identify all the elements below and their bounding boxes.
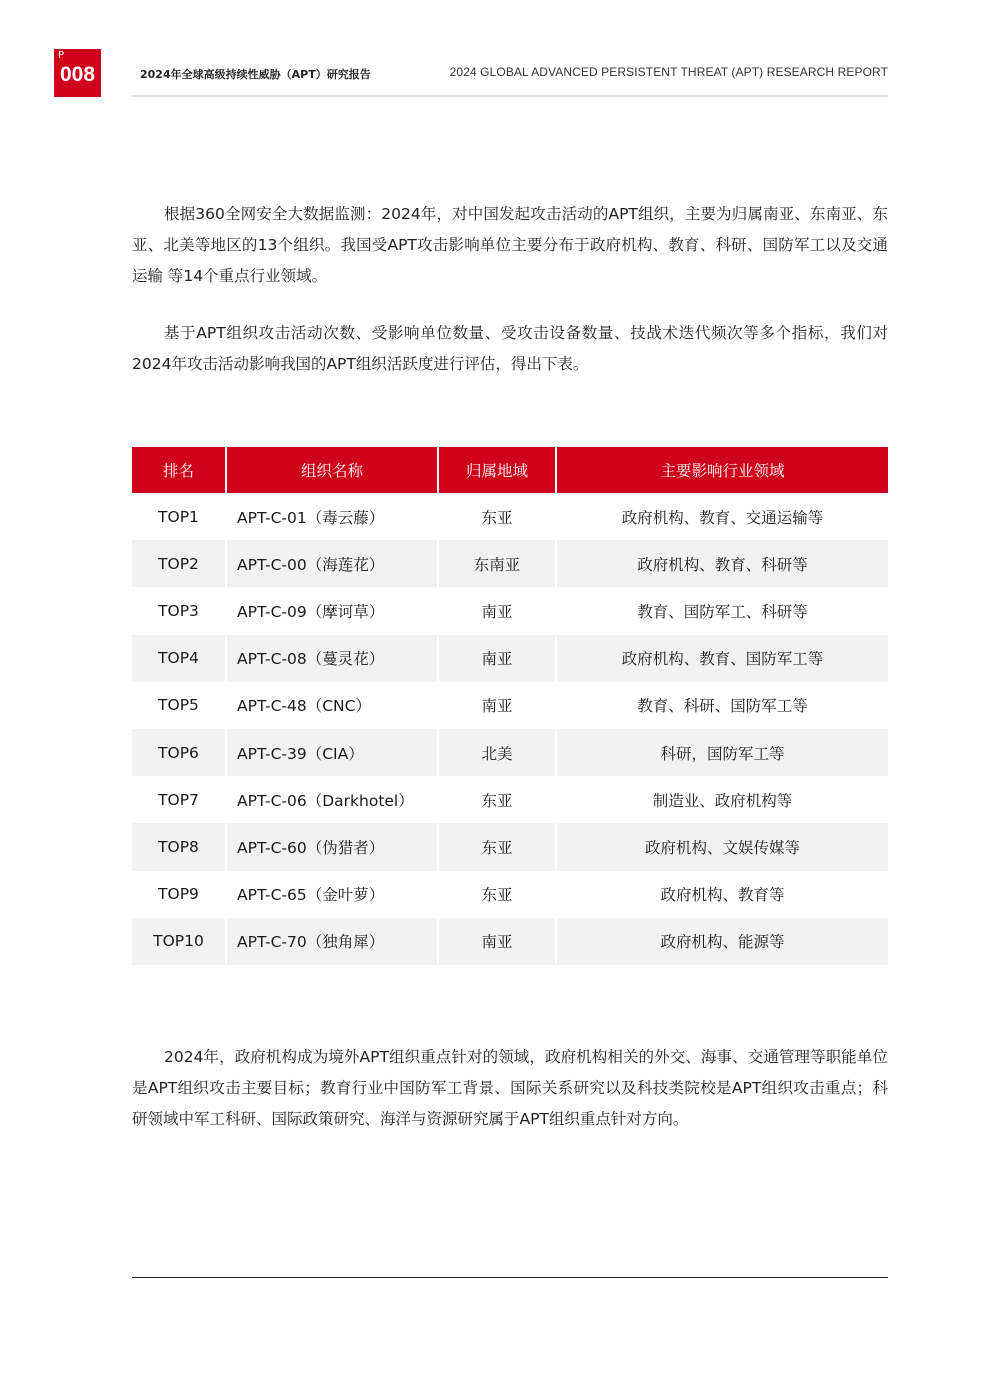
region-cell: 东亚 <box>438 871 556 918</box>
region-cell: 东亚 <box>438 823 556 870</box>
org-cell: APT-C-65（金叶萝） <box>226 871 438 918</box>
industry-cell: 科研，国防军工等 <box>556 729 888 776</box>
org-cell: APT-C-06（Darkhotel） <box>226 776 438 823</box>
industry-cell: 政府机构、教育、科研等 <box>556 540 888 587</box>
header-region: 归属地域 <box>438 447 556 493</box>
region-cell: 南亚 <box>438 587 556 634</box>
org-cell: APT-C-09（摩诃草） <box>226 587 438 634</box>
intro-paragraph: 根据360全网安全大数据监测：2024年，对中国发起攻击活动的APT组织，主要为归属南亚、东南亚、东亚、北美等地区的13个组织。我国受APT攻击影响单位主要分布于政府机构、教育、科研、国防军工以及交通运输 等14个重点行业领域。 <box>132 205 888 285</box>
rank-cell: TOP2 <box>132 540 226 587</box>
table-row <box>132 493 888 540</box>
table-row <box>132 540 888 587</box>
table-row <box>132 823 888 870</box>
industry-cell: 政府机构、能源等 <box>556 918 888 965</box>
industry-cell: 政府机构、教育等 <box>660 886 785 905</box>
region-cell: 南亚 <box>438 682 556 729</box>
industry-cell: 教育、国防军工、科研等 <box>637 602 808 621</box>
rank-cell: TOP9 <box>132 871 226 918</box>
industry-cell: 教育、科研、国防军工等 <box>637 697 808 716</box>
region-cell: 南亚 <box>438 918 556 965</box>
industry-cell: 政府机构、文娱传媒等 <box>556 823 888 870</box>
org-cell: APT-C-08（蔓灵花） <box>226 635 438 682</box>
industry-cell: 政府机构、教育、交通运输等 <box>621 508 824 527</box>
rank-cell: TOP1 <box>132 493 226 540</box>
table-row <box>132 918 888 965</box>
header-title-cn: 2024年全球高级持续性威胁（APT）研究报告 <box>140 68 371 81</box>
region-cell: 南亚 <box>438 635 556 682</box>
org-cell: APT-C-60（伪猎者） <box>226 823 438 870</box>
region-cell: 北美 <box>438 729 556 776</box>
table-row <box>132 776 888 823</box>
header-industry: 主要影响行业领域 <box>556 447 888 493</box>
table-row <box>132 635 888 682</box>
rank-cell: TOP8 <box>132 823 226 870</box>
region-cell: 东南亚 <box>438 540 556 587</box>
header-rank: 排名 <box>132 447 226 493</box>
region-cell: 东亚 <box>438 776 556 823</box>
header-divider <box>132 95 888 97</box>
org-cell: APT-C-39（CIA） <box>226 729 438 776</box>
table-row <box>132 729 888 776</box>
rank-cell: TOP6 <box>132 729 226 776</box>
conclusion-paragraph: 2024年，政府机构成为境外APT组织重点针对的领域，政府机构相关的外交、海事、交通管理等职能单位是APT组织攻击主要目标；教育行业中国防军工背景、国际关系研究以及科技类院校是APT组织攻击重点；科研领域中军工科研、国际政策研究、海洋与资源研究属于APT组织重点针对方向。 <box>132 1048 888 1128</box>
rank-cell: TOP3 <box>132 587 226 634</box>
table-row <box>132 871 888 918</box>
header-title-en: 2024 GLOBAL ADVANCED PERSISTENT THREAT (APT) RESEARCH REPORT <box>449 65 888 79</box>
table-row <box>132 587 888 634</box>
org-cell: APT-C-48（CNC） <box>226 682 438 729</box>
footer-divider <box>132 1277 888 1278</box>
header-org: 组织名称 <box>226 447 438 493</box>
industry-cell: 政府机构、教育、国防军工等 <box>556 635 888 682</box>
org-cell: APT-C-01（毒云藤） <box>226 493 438 540</box>
org-cell: APT-C-00（海莲花） <box>226 540 438 587</box>
table-header-row <box>132 447 888 493</box>
rank-cell: TOP4 <box>132 635 226 682</box>
method-paragraph: 基于APT组织攻击活动次数、受影响单位数量、受攻击设备数量、技战术迭代频次等多个指标，我们对2024年攻击活动影响我国的APT组织活跃度进行评估，得出下表。 <box>132 324 888 373</box>
page-number-badge <box>54 49 101 97</box>
page-prefix: P <box>58 50 65 61</box>
org-cell: APT-C-70（独角犀） <box>226 918 438 965</box>
rank-cell: TOP5 <box>132 682 226 729</box>
page-number: 008 <box>59 63 96 86</box>
industry-cell: 制造业、政府机构等 <box>652 791 793 810</box>
rank-cell: TOP10 <box>132 918 226 965</box>
apt-ranking-table <box>132 447 888 965</box>
rank-cell: TOP7 <box>132 776 226 823</box>
region-cell: 东亚 <box>438 493 556 540</box>
table-row <box>132 682 888 729</box>
